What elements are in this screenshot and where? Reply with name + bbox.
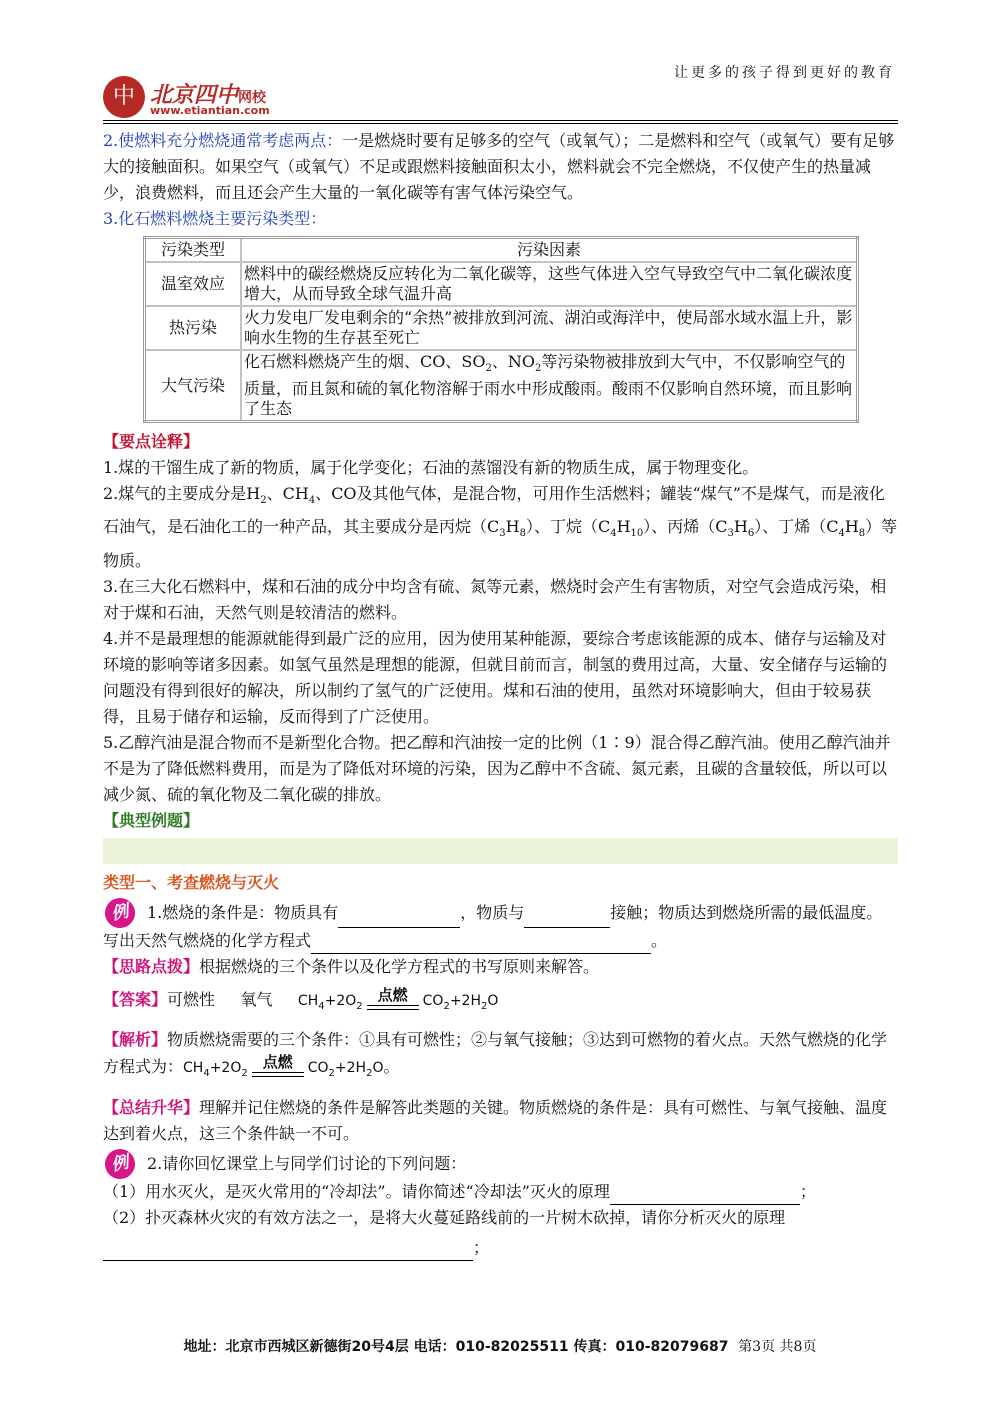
subscript: 4 (838, 528, 845, 540)
table-row (145, 350, 858, 422)
section-2-heading: 2.使燃料充分燃烧通常考虑两点： (103, 131, 343, 150)
footer (0, 1336, 1000, 1356)
text: H (616, 517, 631, 537)
subscript: 2 (241, 1068, 248, 1080)
answer-blank[interactable] (311, 935, 651, 954)
key-point-5: 5.乙醇汽油是混合物而不是新型化合物。把乙醇和汽油按一定的比例（1∶9）混合得乙醇汽油。使用乙醇汽油并不是为了降低燃料费用，而是为了降低对环境的污染，因为乙醇中不含硫、氮元素，且碳的含量较低，所以可以减少氮、硫的氧化物及二氧化碳的排放。 (103, 732, 891, 804)
subscript: 4 (318, 1000, 325, 1012)
hint (103, 954, 898, 980)
pollution-type: 热污染 (145, 306, 242, 350)
text: H (505, 517, 520, 537)
subscript: 8 (519, 528, 526, 540)
pollution-cause: 火力发电厂发电剩余的“余热”被排放到河流、湖泊或海洋中，使局部水域水温上升，影响水生物的生存甚至死亡 (241, 306, 858, 350)
example-badge-icon: 例 (102, 895, 138, 931)
text: CH (297, 992, 319, 1009)
subscript: 4 (308, 495, 316, 507)
cause-text: 等污染物被排放到大气中，不仅影响空气的质量，而且氮和硫的氧化物溶解于雨水中形成酸雨。酸雨不仅影响自然环境，而且影响了生态 (244, 352, 853, 419)
subscript: 3 (727, 528, 734, 540)
cause-text: 化石燃料燃烧产生的烟、CO、SO (244, 352, 486, 371)
summary (103, 1095, 898, 1147)
text: 、CH (266, 484, 309, 504)
key-point-4: 4.并不是最理想的能源就能得到最广泛的应用，因为使用某种能源，要综合考虑该能源的成本、储存与运输及对环境的影响等诸多因素。如氢气虽然是理想的能源，但就目前而言，制氢的费用过高，大量、安全储存与运输的问题没有得到很好的解决，所以制约了氢气的广泛使用。煤和石油的使用，虽然对环境影响大，但由于较易获得，且易于储存和运输，反而得到了广泛使用。 (103, 628, 888, 726)
text: ； (473, 1238, 490, 1258)
table-header-row (145, 238, 858, 263)
subscript: 4 (610, 528, 617, 540)
section-2 (103, 128, 898, 206)
text: 接触；物质达到燃烧所需的最低温度。写出天然气燃烧的化学方程式 (103, 902, 883, 950)
subscript: 2 (443, 1000, 450, 1012)
subscript: 2 (534, 363, 542, 375)
answer (103, 986, 898, 1020)
text: H (844, 517, 859, 537)
logo-icon: 中 (103, 76, 145, 118)
analysis (103, 1027, 898, 1087)
answer-blank[interactable] (103, 1242, 473, 1261)
text: 2.请你回忆课堂上与同学们讨论的下列问题： (147, 1154, 467, 1174)
logo-name-main: 北京四中 (150, 82, 239, 108)
text: +2H (449, 992, 481, 1009)
text: +2O (324, 992, 357, 1009)
pollution-cause (241, 350, 858, 422)
example-2 (103, 1149, 898, 1179)
subscript: 2 (366, 1068, 373, 1080)
text: （1）用水灭火，是灭火常用的“冷却法”。请你简述“冷却法”灭火的原理 (103, 1182, 610, 1202)
subscript: 2 (481, 1000, 488, 1012)
key-points-label: 【要点诠释】 (103, 432, 200, 452)
answer-text: 氧气 (240, 989, 273, 1009)
header-rule (103, 120, 898, 121)
text: +2O (209, 1060, 242, 1077)
footer-address: 地址：北京市西城区新德街20号4层 电话：010-82025511 传真：010-82079687 (183, 1339, 729, 1355)
section-band (103, 838, 898, 864)
page-content (103, 128, 898, 1261)
answer-blank[interactable] (338, 909, 460, 928)
logo-name-sub: 网校 (238, 90, 267, 106)
subscript: 2 (260, 495, 267, 507)
text: ）、丁烯（C (754, 517, 839, 537)
pollution-type: 温室效应 (145, 262, 242, 306)
cause-text: 、NO (491, 352, 535, 371)
pollution-cause: 燃料中的碳经燃烧反应转化为二氧化碳等，这些气体进入空气导致空气中二氧化碳浓度增大，从而导致全球气温升高 (241, 262, 858, 306)
text: 。 (651, 930, 668, 950)
analysis-label: 【解析】 (103, 1030, 168, 1050)
answer-text: 可燃性 (167, 989, 216, 1009)
pollution-table (143, 236, 859, 423)
subscript: 2 (328, 1068, 335, 1080)
text: O (372, 1060, 384, 1077)
example-2-q1 (103, 1179, 898, 1205)
text: 1.燃烧的条件是：物质具有 (147, 902, 339, 922)
table-header-type: 污染类型 (145, 238, 242, 263)
text: 2.煤气的主要成分是H (103, 484, 261, 504)
pollution-type: 大气污染 (145, 350, 242, 422)
examples-label: 【典型例题】 (103, 810, 200, 830)
reaction-arrow (367, 986, 419, 1016)
text: 。 (383, 1057, 400, 1077)
section-2-body: 一是燃烧时要有足够多的空气（或氧气）；二是燃料和空气（或氧气）要有足够大的接触面积。如果空气（或氧气）不足或跟燃料接触面积太小，燃料就会不完全燃烧，不仅使产生的热量减少，浪费燃料，而且还会产生大量的一氧化碳等有害气体污染空气。 (103, 131, 895, 202)
example-badge-icon: 例 (102, 1146, 138, 1182)
text: ）、丙烯（C (643, 517, 728, 537)
table-row (145, 306, 858, 350)
text: ，物质与 (460, 902, 525, 922)
header-rule-thin (103, 123, 898, 124)
answer-label: 【答案】 (103, 989, 168, 1009)
hint-label: 【思路点拨】 (103, 956, 200, 976)
text: ）等物质。 (103, 517, 898, 570)
table-row (145, 262, 858, 306)
key-point-3: 3.在三大化石燃料中，煤和石油的成分中均含有硫、氮等元素，燃烧时会产生有害物质，对空气会造成污染，相对于煤和石油，天然气则是较清洁的燃料。 (103, 576, 887, 622)
table-header-cause: 污染因素 (241, 238, 858, 263)
text: 、CO及其他气体，是混合物，可用作生活燃料；罐装“煤气”不是煤气，而是液化石油气，是石油化工的一种产品，其主要成分是丙烷（C (103, 484, 885, 537)
page-number: 第3页 共8页 (738, 1339, 817, 1355)
text: CO (422, 992, 444, 1009)
example-2-q2-blank-line (103, 1235, 898, 1261)
equation (297, 985, 499, 1012)
text: CH (183, 1060, 204, 1077)
subscript: 10 (630, 528, 644, 540)
text: ； (799, 1182, 816, 1202)
analysis-text: 物质燃烧需要的三个条件：①具有可燃性；②与氧气接触；③达到可燃物的着火点。天然气燃烧的化学方程式为： (103, 1030, 888, 1077)
subscript: 2 (485, 363, 492, 375)
subscript: 3 (499, 528, 506, 540)
equation (183, 1053, 384, 1080)
reaction-condition: 点燃 (262, 1053, 293, 1072)
text: +2H (334, 1060, 367, 1077)
subscript: 8 (858, 528, 866, 540)
slogan: 让更多的孩子得到更好的教育 (674, 65, 895, 81)
reaction-condition: 点燃 (377, 985, 408, 1004)
text: ）、丁烷（C (525, 517, 611, 537)
text: H (733, 517, 748, 537)
logo-url: www.etiantian.com (150, 104, 270, 117)
key-point-2 (103, 481, 898, 573)
answer-blank[interactable] (524, 909, 610, 928)
summary-label: 【总结升华】 (103, 1098, 200, 1118)
answer-blank[interactable] (610, 1186, 800, 1205)
key-point-1: 1.煤的干馏生成了新的物质，属于化学变化；石油的蒸馏没有新的物质生成，属于物理变化。 (103, 458, 759, 478)
subscript: 2 (356, 1000, 363, 1012)
hint-text: 根据燃烧的三个条件以及化学方程式的书写原则来解答。 (199, 956, 600, 976)
section-3-heading: 3.化石燃料燃烧主要污染类型： (103, 209, 327, 228)
example-1 (103, 898, 898, 954)
example-2-q2: （2）扑灭森林火灾的有效方法之一，是将大火蔓延路线前的一片树木砍掉，请你分析灭火的原理 (103, 1208, 786, 1228)
text: CO (307, 1060, 329, 1077)
summary-text: 理解并记住燃烧的条件是解答此类题的关键。物质燃烧的条件是：具有可燃性、与氧气接触、温度达到着火点，这三个条件缺一不可。 (103, 1098, 888, 1144)
subscript: 4 (203, 1068, 210, 1080)
text: O (487, 992, 499, 1009)
type-1-heading: 类型一、考查燃烧与灭火 (103, 872, 280, 892)
reaction-arrow (252, 1053, 304, 1083)
subscript: 6 (747, 528, 755, 540)
